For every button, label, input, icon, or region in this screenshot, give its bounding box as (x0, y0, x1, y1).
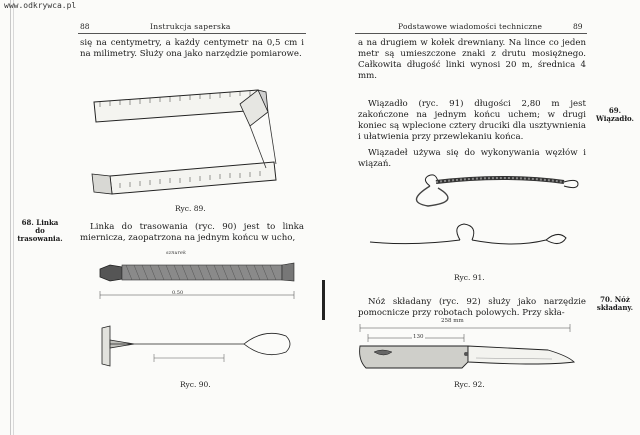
right-paragraph-1: a na drugiem w kołek drewniany. Na lince co jeden metr są umieszczone znaki z drutu mosiężnego. Całkowita długość linki wynosi 20 m, średnica 4 mm. (358, 38, 586, 81)
right-header-rule (355, 33, 587, 34)
left-figure-2-caption: Ryc. 90. (180, 380, 211, 389)
knife-blade-length-label: 130 (413, 334, 424, 340)
watermark: www.odkrywca.pl (4, 1, 77, 10)
right-figure-2-caption: Ryc. 92. (454, 380, 485, 389)
right-page-number: 89 (573, 22, 583, 31)
right-margin-note-1: 69. Wiązadło. (595, 106, 634, 123)
left-figure-1-caption: Ryc. 89. (175, 204, 206, 213)
right-margin-note-2: 70. Nóż składany. (596, 295, 634, 312)
left-running-head: Instrukcja saperska (150, 22, 231, 31)
figure-label-cord: sznurek (166, 250, 187, 256)
left-paragraph-1: się na centymetry, a każdy centymetr na 0,5 cm i na milimetry. Służy ona jako narzędzie pomiarowe. (80, 38, 304, 59)
scan-edge-line (10, 0, 11, 435)
knife-total-length-label: 258 mm (441, 318, 464, 324)
scan-edge-line (13, 0, 14, 435)
right-paragraph-2: Wiązadło (ryc. 91) długości 2,80 m jest zakończone na jednym końcu uchem; w drugi koniec są wplecione cztery druciki dla usztywnienia i ułatwienia przy przewlekaniu końca. (358, 99, 586, 142)
left-paragraph-2: Linka do trasowania (ryc. 90) jest to linka miernicza, zaopatrzona na jednym końcu w ucho, (80, 222, 304, 243)
stake-and-loop-illustration (94, 318, 304, 374)
right-paragraph-4: Nóż składany (ryc. 92) służy jako narzędzie pomocnicze przy robotach polowych. Przy skła- (358, 297, 586, 318)
binding-cord-illustration (364, 168, 586, 266)
folding-knife-illustration (352, 322, 582, 380)
right-running-head: Podstawowe wiadomości techniczne (398, 22, 543, 31)
ruler-illustration (90, 80, 300, 200)
left-margin-note: 68. Linka do trasowania. (17, 218, 63, 243)
figure-dimension-label: 0.50 (172, 290, 184, 296)
right-paragraph-3: Wiązadeł używa się do wykonywania węzłów i wiązań. (358, 148, 586, 169)
left-header-rule (78, 33, 306, 34)
left-page-number: 88 (80, 22, 90, 31)
page-gutter-mark (322, 280, 325, 320)
tracing-line-illustration (98, 255, 298, 305)
right-figure-1-caption: Ryc. 91. (454, 273, 485, 282)
